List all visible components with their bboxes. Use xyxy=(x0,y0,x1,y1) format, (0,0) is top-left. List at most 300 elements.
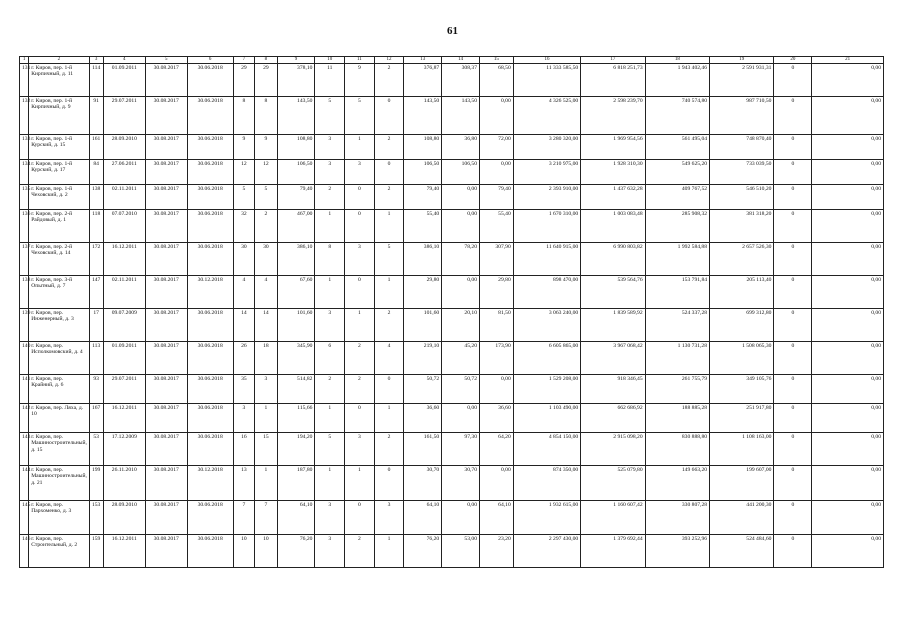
table-cell: 0,00 xyxy=(480,465,514,500)
table-cell: 135 xyxy=(20,184,29,209)
register-table xyxy=(19,56,884,568)
table-cell: 524 337,28 xyxy=(645,308,709,341)
table-cell: 3 xyxy=(315,134,345,159)
table-cell: 219,10 xyxy=(404,341,442,374)
table-cell: 830 888,80 xyxy=(645,432,709,465)
column-number: 11 xyxy=(345,57,375,64)
table-cell: 97,30 xyxy=(442,432,480,465)
table-cell: 2 657 526,30 xyxy=(710,242,774,275)
table-cell: 0,00 xyxy=(812,209,884,242)
table-row xyxy=(20,403,884,432)
table-cell: 53 xyxy=(89,432,103,465)
table-cell: 30.06.2018 xyxy=(187,403,233,432)
table-cell: 36,60 xyxy=(480,403,514,432)
table-cell: 30.08.2017 xyxy=(145,465,187,500)
table-cell: 2 xyxy=(315,184,345,209)
table-cell: 143 xyxy=(20,432,29,465)
table-cell: 1 108 163,00 xyxy=(710,432,774,465)
table-cell: 0 xyxy=(774,134,812,159)
table-cell: 4 xyxy=(233,275,254,308)
table-cell: 393 252,96 xyxy=(645,534,709,567)
table-cell: 3 xyxy=(345,159,375,184)
table-cell: 36,60 xyxy=(404,403,442,432)
column-number: 13 xyxy=(404,57,442,64)
table-cell: 30.08.2017 xyxy=(145,96,187,134)
table-cell: 0,00 xyxy=(812,432,884,465)
table-cell: 7 xyxy=(233,500,254,534)
column-number: 8 xyxy=(255,57,277,64)
table-cell: 4 854 150,00 xyxy=(513,432,580,465)
table-row xyxy=(20,465,884,500)
table-cell: 0 xyxy=(774,500,812,534)
table-cell: 6 818 251,73 xyxy=(581,63,645,96)
table-cell: 733 039,50 xyxy=(710,159,774,184)
table-row xyxy=(20,275,884,308)
table-cell: 3 xyxy=(315,500,345,534)
table-cell: 0 xyxy=(774,308,812,341)
table-cell: 376,87 xyxy=(404,63,442,96)
table-cell: 29.07.2011 xyxy=(103,96,145,134)
table-row xyxy=(20,308,884,341)
table-cell: 76,20 xyxy=(404,534,442,567)
table-cell: 1 103 490,00 xyxy=(513,403,580,432)
table-cell: 1 xyxy=(345,134,375,159)
table-cell: 0 xyxy=(774,63,812,96)
table-cell: 137 xyxy=(20,242,29,275)
table-cell: 194,20 xyxy=(277,432,315,465)
table-cell: 26 xyxy=(233,341,254,374)
table-cell: 30.12.2018 xyxy=(187,275,233,308)
table-cell: 0,00 xyxy=(812,184,884,209)
table-cell: 3 280 320,00 xyxy=(513,134,580,159)
table-cell: 11 333 585,50 xyxy=(513,63,580,96)
table-cell: 173,90 xyxy=(480,341,514,374)
table-cell: 16 xyxy=(233,432,254,465)
table-cell: 30.08.2017 xyxy=(145,341,187,374)
table-cell: 0,00 xyxy=(812,500,884,534)
table-cell: 0 xyxy=(374,96,404,134)
table-cell: 1 932 615,00 xyxy=(513,500,580,534)
table-cell: 143,50 xyxy=(442,96,480,134)
table-cell: 29,80 xyxy=(480,275,514,308)
table-cell: 15 xyxy=(255,432,277,465)
address-cell: г. Киров, пер. 2-й Райдовый, д. 1 xyxy=(29,209,89,242)
table-row xyxy=(20,341,884,374)
table-cell: 546 510,20 xyxy=(710,184,774,209)
table-cell: 1 969 954,56 xyxy=(581,134,645,159)
table-cell: 45,20 xyxy=(442,341,480,374)
table-cell: 1 839 589,92 xyxy=(581,308,645,341)
table-cell: 3 xyxy=(315,534,345,567)
table-cell: 26.11.2010 xyxy=(103,465,145,500)
table-cell: 0,00 xyxy=(812,403,884,432)
column-number-row xyxy=(20,57,884,64)
table-cell: 30 xyxy=(233,242,254,275)
table-cell: 113 xyxy=(89,341,103,374)
table-cell: 172 xyxy=(89,242,103,275)
table-cell: 0 xyxy=(345,500,375,534)
table-cell: 30.08.2017 xyxy=(145,500,187,534)
table-cell: 50,72 xyxy=(404,374,442,403)
table-cell: 14 xyxy=(233,308,254,341)
address-cell: г. Киров, пер. Инженерный, д. 3 xyxy=(29,308,89,341)
column-number: 20 xyxy=(774,57,812,64)
table-cell: 1 xyxy=(345,308,375,341)
column-number: 15 xyxy=(480,57,514,64)
table-cell: 18 xyxy=(255,341,277,374)
table-cell: 2 xyxy=(374,432,404,465)
table-cell: 134 xyxy=(20,159,29,184)
table-cell: 84 xyxy=(89,159,103,184)
table-cell: 50,72 xyxy=(442,374,480,403)
table-cell: 161,50 xyxy=(404,432,442,465)
table-cell: 30.06.2018 xyxy=(187,134,233,159)
table-cell: 251 917,80 xyxy=(710,403,774,432)
table-cell: 0,00 xyxy=(812,534,884,567)
table-cell: 0 xyxy=(774,242,812,275)
table-cell: 748 870,40 xyxy=(710,134,774,159)
table-cell: 64,20 xyxy=(480,432,514,465)
table-cell: 1 437 632,28 xyxy=(581,184,645,209)
column-number: 21 xyxy=(812,57,884,64)
address-cell: г. Киров, пер. 1-й Курский, д. 17 xyxy=(29,159,89,184)
table-cell: 199 607,00 xyxy=(710,465,774,500)
table-cell: 29.07.2011 xyxy=(103,374,145,403)
table-cell: 0,00 xyxy=(812,96,884,134)
table-row xyxy=(20,500,884,534)
table-cell: 30.08.2017 xyxy=(145,159,187,184)
table-cell: 30.06.2018 xyxy=(187,209,233,242)
table-cell: 11 xyxy=(315,63,345,96)
table-cell: 143,50 xyxy=(277,96,315,134)
table-cell: 64,10 xyxy=(277,500,315,534)
table-cell: 30.08.2017 xyxy=(145,134,187,159)
table-cell: 0,00 xyxy=(812,308,884,341)
table-cell: 205 113,40 xyxy=(710,275,774,308)
table-cell: 0,00 xyxy=(812,465,884,500)
table-cell: 17 xyxy=(89,308,103,341)
table-cell: 30,70 xyxy=(442,465,480,500)
table-cell: 0 xyxy=(345,209,375,242)
table-cell: 30.08.2017 xyxy=(145,184,187,209)
table-cell: 133 xyxy=(20,134,29,159)
table-cell: 1 992 584,88 xyxy=(645,242,709,275)
table-row xyxy=(20,159,884,184)
table-cell: 143,50 xyxy=(404,96,442,134)
table-cell: 10 xyxy=(233,534,254,567)
table-cell: 308,37 xyxy=(442,63,480,96)
table-cell: 93 xyxy=(89,374,103,403)
table-cell: 0,00 xyxy=(442,209,480,242)
table-cell: 386,10 xyxy=(404,242,442,275)
table-cell: 144 xyxy=(20,465,29,500)
address-cell: г. Киров, пер. 1-й Курский, д. 15 xyxy=(29,134,89,159)
table-cell: 9 xyxy=(345,63,375,96)
table-cell: 5 xyxy=(255,184,277,209)
table-cell: 1 xyxy=(345,465,375,500)
table-cell: 02.11.2011 xyxy=(103,184,145,209)
table-cell: 0,00 xyxy=(442,500,480,534)
address-cell: г. Киров, пер. Строительный, д. 2 xyxy=(29,534,89,567)
table-cell: 1 928 310,30 xyxy=(581,159,645,184)
table-cell: 0,00 xyxy=(812,374,884,403)
address-cell: г. Киров, пер. Пархоменко, д. 3 xyxy=(29,500,89,534)
table-cell: 188 885,28 xyxy=(645,403,709,432)
table-row xyxy=(20,432,884,465)
table-cell: 1 xyxy=(374,534,404,567)
table-cell: 9 xyxy=(255,134,277,159)
table-cell: 1 529 208,00 xyxy=(513,374,580,403)
table-cell: 6 605 865,00 xyxy=(513,341,580,374)
column-number: 5 xyxy=(145,57,187,64)
table-cell: 2 xyxy=(345,534,375,567)
table-cell: 2 915 098,20 xyxy=(581,432,645,465)
table-cell: 0,00 xyxy=(812,242,884,275)
table-cell: 0,00 xyxy=(812,275,884,308)
table-cell: 17.12.2009 xyxy=(103,432,145,465)
table-cell: 0 xyxy=(374,465,404,500)
table-cell: 106,50 xyxy=(277,159,315,184)
table-cell: 30.08.2017 xyxy=(145,432,187,465)
table-cell: 0 xyxy=(374,374,404,403)
table-cell: 36,80 xyxy=(442,134,480,159)
table-cell: 72,00 xyxy=(480,134,514,159)
table-cell: 01.09.2011 xyxy=(103,63,145,96)
table-cell: 30.06.2018 xyxy=(187,159,233,184)
table-cell: 0,00 xyxy=(480,96,514,134)
table-cell: 114 xyxy=(89,63,103,96)
column-number: 12 xyxy=(374,57,404,64)
table-cell: 3 xyxy=(374,500,404,534)
table-cell: 0 xyxy=(345,403,375,432)
table-cell: 740 574,80 xyxy=(645,96,709,134)
table-cell: 30.08.2017 xyxy=(145,403,187,432)
table-cell: 30.08.2017 xyxy=(145,374,187,403)
table-cell: 0 xyxy=(774,374,812,403)
address-cell: г. Киров, пер. 1-й Кирпичный, д. 9 xyxy=(29,96,89,134)
table-cell: 1 160 607,42 xyxy=(581,500,645,534)
table-cell: 13 xyxy=(233,465,254,500)
table-cell: 1 xyxy=(255,465,277,500)
table-cell: 30.06.2018 xyxy=(187,96,233,134)
table-row xyxy=(20,184,884,209)
address-cell: г. Киров, пер. Машиностроительный, д. 15 xyxy=(29,432,89,465)
table-cell: 987 710,50 xyxy=(710,96,774,134)
table-cell: 30.06.2018 xyxy=(187,534,233,567)
table-cell: 349 105,76 xyxy=(710,374,774,403)
table-cell: 0 xyxy=(774,534,812,567)
table-cell: 106,50 xyxy=(442,159,480,184)
table-cell: 3 xyxy=(255,374,277,403)
address-cell: г. Киров, пер. 1-й Кирпичный, д. 11 xyxy=(29,63,89,96)
table-cell: 55,40 xyxy=(404,209,442,242)
table-cell: 2 xyxy=(374,63,404,96)
table-cell: 307,90 xyxy=(480,242,514,275)
table-cell: 30.08.2017 xyxy=(145,242,187,275)
table-cell: 139 xyxy=(20,308,29,341)
table-cell: 199 xyxy=(89,465,103,500)
table-cell: 0 xyxy=(774,403,812,432)
table-cell: 1 670 310,00 xyxy=(513,209,580,242)
column-number: 14 xyxy=(442,57,480,64)
table-cell: 142 xyxy=(20,403,29,432)
table-cell: 5 xyxy=(374,242,404,275)
column-number: 3 xyxy=(89,57,103,64)
table-cell: 132 xyxy=(20,96,29,134)
table-cell: 28.09.2010 xyxy=(103,134,145,159)
table-cell: 539 564,76 xyxy=(581,275,645,308)
table-row xyxy=(20,63,884,96)
table-cell: 108,80 xyxy=(404,134,442,159)
table-cell: 14 xyxy=(255,308,277,341)
table-cell: 0,00 xyxy=(812,63,884,96)
table-cell: 0 xyxy=(774,275,812,308)
table-cell: 30.08.2017 xyxy=(145,63,187,96)
table-cell: 2 xyxy=(315,374,345,403)
table-row xyxy=(20,374,884,403)
table-cell: 1 xyxy=(255,403,277,432)
table-cell: 55,40 xyxy=(480,209,514,242)
table-cell: 118 xyxy=(89,209,103,242)
table-cell: 146 xyxy=(20,534,29,567)
table-cell: 145 xyxy=(20,500,29,534)
table-cell: 0,00 xyxy=(812,159,884,184)
table-cell: 64,10 xyxy=(480,500,514,534)
table-cell: 1 130 731,28 xyxy=(645,341,709,374)
table-cell: 1 003 083,48 xyxy=(581,209,645,242)
table-cell: 141 xyxy=(20,374,29,403)
table-cell: 161 xyxy=(89,134,103,159)
table-cell: 5 xyxy=(315,432,345,465)
table-cell: 1 xyxy=(374,403,404,432)
table-cell: 101,60 xyxy=(277,308,315,341)
table-cell: 0 xyxy=(774,209,812,242)
table-cell: 2 591 931,31 xyxy=(710,63,774,96)
table-cell: 81,50 xyxy=(480,308,514,341)
table-cell: 30.12.2018 xyxy=(187,465,233,500)
table-cell: 11 640 915,00 xyxy=(513,242,580,275)
table-cell: 3 xyxy=(315,308,345,341)
table-cell: 28.09.2010 xyxy=(103,500,145,534)
table-cell: 30.06.2018 xyxy=(187,63,233,96)
table-cell: 159 xyxy=(89,534,103,567)
table-cell: 149 663,20 xyxy=(645,465,709,500)
table-row xyxy=(20,242,884,275)
table-cell: 106,50 xyxy=(404,159,442,184)
column-number: 19 xyxy=(710,57,774,64)
table-cell: 5 xyxy=(345,96,375,134)
table-cell: 1 xyxy=(374,275,404,308)
table-cell: 0 xyxy=(774,159,812,184)
table-cell: 101,60 xyxy=(404,308,442,341)
table-cell: 3 210 975,00 xyxy=(513,159,580,184)
table-cell: 30.06.2018 xyxy=(187,432,233,465)
table-cell: 514,82 xyxy=(277,374,315,403)
table-cell: 0,00 xyxy=(442,184,480,209)
table-cell: 6 990 803,82 xyxy=(581,242,645,275)
table-cell: 874 350,00 xyxy=(513,465,580,500)
table-cell: 1 xyxy=(315,275,345,308)
table-row xyxy=(20,96,884,134)
column-number: 18 xyxy=(645,57,709,64)
table-cell: 167 xyxy=(89,403,103,432)
table-cell: 386,10 xyxy=(277,242,315,275)
table-cell: 3 xyxy=(233,403,254,432)
table-cell: 0 xyxy=(774,432,812,465)
table-cell: 409 767,52 xyxy=(645,184,709,209)
table-cell: 16.12.2011 xyxy=(103,242,145,275)
table-cell: 53,00 xyxy=(442,534,480,567)
table-cell: 29 xyxy=(255,63,277,96)
table-cell: 5 xyxy=(315,96,345,134)
table-cell: 01.09.2011 xyxy=(103,341,145,374)
column-number: 10 xyxy=(315,57,345,64)
table-cell: 7 xyxy=(255,500,277,534)
table-cell: 345,90 xyxy=(277,341,315,374)
table-cell: 79,40 xyxy=(277,184,315,209)
table-cell: 140 xyxy=(20,341,29,374)
table-cell: 2 393 910,00 xyxy=(513,184,580,209)
table-cell: 381 318,20 xyxy=(710,209,774,242)
table-cell: 23,20 xyxy=(480,534,514,567)
table-cell: 4 326 525,00 xyxy=(513,96,580,134)
table-cell: 108,80 xyxy=(277,134,315,159)
address-cell: г. Киров, пер. Крайний, д. 6 xyxy=(29,374,89,403)
table-cell: 549 625,20 xyxy=(645,159,709,184)
table-cell: 136 xyxy=(20,209,29,242)
table-cell: 0,00 xyxy=(480,374,514,403)
column-number: 7 xyxy=(233,57,254,64)
table-cell: 0 xyxy=(774,465,812,500)
table-cell: 330 807,28 xyxy=(645,500,709,534)
table-cell: 8 xyxy=(233,96,254,134)
table-cell: 2 xyxy=(255,209,277,242)
table-cell: 1 xyxy=(374,209,404,242)
table-cell: 30.08.2017 xyxy=(145,534,187,567)
table-cell: 0,00 xyxy=(442,275,480,308)
table-cell: 1 xyxy=(315,465,345,500)
table-cell: 138 xyxy=(20,275,29,308)
table-cell: 524 484,60 xyxy=(710,534,774,567)
table-cell: 20,10 xyxy=(442,308,480,341)
table-cell: 441 200,30 xyxy=(710,500,774,534)
table-row xyxy=(20,534,884,567)
table-cell: 378,10 xyxy=(277,63,315,96)
table-cell: 30.06.2018 xyxy=(187,242,233,275)
column-number: 9 xyxy=(277,57,315,64)
table-cell: 3 xyxy=(315,159,345,184)
table-cell: 12 xyxy=(233,159,254,184)
table-cell: 16.12.2011 xyxy=(103,534,145,567)
table-cell: 2 598 239,70 xyxy=(581,96,645,134)
table-cell: 0 xyxy=(345,275,375,308)
table-row xyxy=(20,134,884,159)
table-cell: 8 xyxy=(255,96,277,134)
table-cell: 1 508 065,30 xyxy=(710,341,774,374)
table-cell: 1 379 692,44 xyxy=(581,534,645,567)
table-cell: 78,20 xyxy=(442,242,480,275)
table-cell: 0 xyxy=(774,184,812,209)
table-cell: 30,70 xyxy=(404,465,442,500)
table-cell: 153 791,84 xyxy=(645,275,709,308)
table-cell: 0,00 xyxy=(812,134,884,159)
table-cell: 29 xyxy=(233,63,254,96)
table-cell: 0,00 xyxy=(812,341,884,374)
address-cell: г. Киров, пер. 1-й Чеховский, д. 2 xyxy=(29,184,89,209)
table-cell: 467,00 xyxy=(277,209,315,242)
table-cell: 07.07.2010 xyxy=(103,209,145,242)
table-cell: 0,00 xyxy=(442,403,480,432)
